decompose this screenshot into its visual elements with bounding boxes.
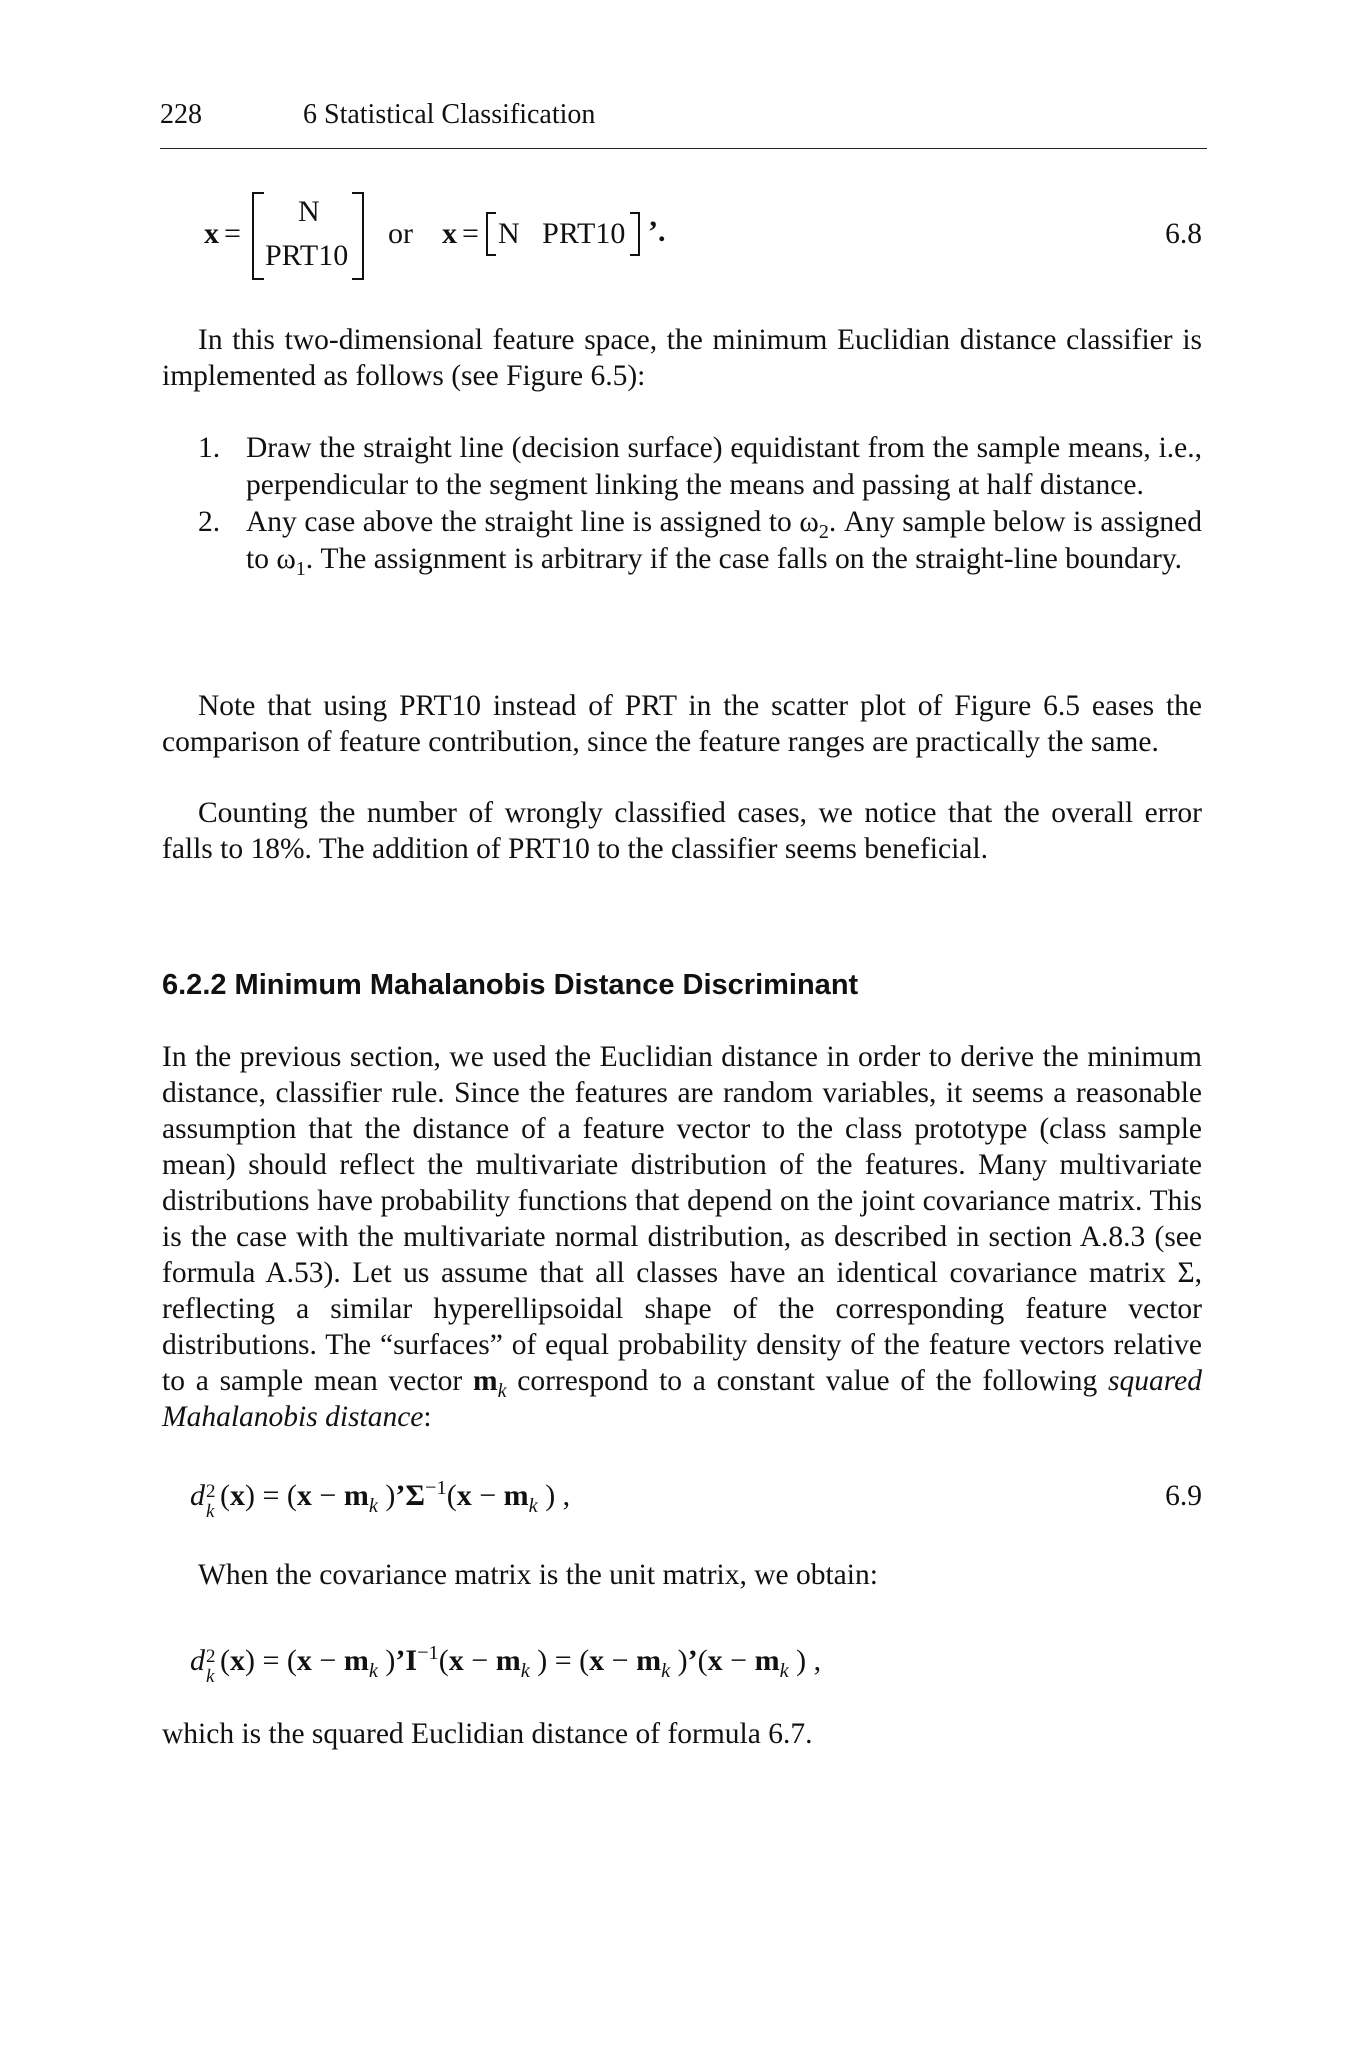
eq-6-8-row-right-bracket [630,212,640,256]
eq-6-8-row-left-bracket [486,212,496,256]
eq-6-8-col-top: N [298,195,320,228]
paragraph-unit-matrix: When the covariance matrix is the unit matrix, we obtain: [198,1559,878,1591]
list-item [162,504,1202,578]
paragraph-note: Note that using PRT10 instead of PRT in the scatter plot of Figure 6.5 eases the comparison of feature contribution, since the feature ranges are practically the same. [162,690,1202,758]
eq-6-8-equals-2: = [462,217,479,250]
eq-6-8-left-bracket [252,192,264,280]
paragraph-text: : [423,1401,432,1433]
mean-vector-symbol: m [473,1365,498,1397]
header-rule [160,148,1207,149]
page-number: 228 [160,99,202,130]
list-item-sub-b: 1 [295,557,306,580]
eq-6-8-right-bracket [352,192,364,280]
paragraph-mahalanobis [162,1039,1202,1435]
italic-term: squared Mahalanobis distance [162,1365,1202,1433]
paragraph-intro: In this two-dimensional feature space, the minimum Euclidian distance classifier is implemented as follows (see Figure 6.5): [162,324,1202,392]
section-heading: 6.2.2 Minimum Mahalanobis Distance Discriminant [162,969,859,1001]
eq-6-8-or: or [388,217,413,250]
eq-6-8-transpose: ’. [648,215,666,248]
equation-unit-matrix: d 2 k $(x) = (x - m_k$ )$’I^{-1}(x - m_k$ ) = ($x - m_k$ )’(x − $m_k$ ) , [190,1642,822,1688]
list-item [162,430,1202,504]
list-item-text: Draw the straight line (decision surface) equidistant from the sample means, i.e., perpendicular to the segment linking the means and passing at half distance. [246,432,1202,501]
eq-6-8-number: 6.8 [1165,218,1202,250]
paragraph-conclusion: which is the squared Euclidian distance of formula 6.7. [162,1718,813,1750]
list-item-number: 2. [198,506,221,538]
paragraph-counting: Counting the number of wrongly classified cases, we notice that the overall error falls to 18%. The addition of PRT10 to the classifier seems beneficial. [162,797,1202,865]
eq-6-8-equals: = [224,217,241,250]
list-item-sub-a: 2 [818,520,829,543]
procedure-list [162,430,1202,578]
list-item-text-b: . Any sample below is assigned to ω [246,506,1202,575]
paragraph-text: In the previous section, we used the Euclidian distance in order to derive the minimum distance, classifier rule. Since the features are random variables, it seems a reasonable assumption that the distance of a feature vector to the class prototype (class sample mean) should reflect the multivariate distribution of the features. Many multivariate distributions have probability functions that depend on the joint covariance matrix. This is the case with the multivariate normal distribution, as described in section A.8.3 (see formula A.53). Let us assume that all classes have an identical covariance matrix Σ, reflecting a similar hyperellipsoidal shape of the corresponding feature vector distributions. The “surfaces” of equal probability density of the feature vectors relative to a sample mean vector [162,1041,1202,1397]
eq-6-9-number: 6.9 [1165,1480,1202,1512]
chapter-title: 6 Statistical Classification [303,99,596,130]
paragraph-text: correspond to a constant value of the following [506,1365,1109,1397]
list-item-number: 1. [198,432,221,464]
eq-6-8-row-content: N PRT10 [498,217,626,250]
equation-6-9: d 2 k $(x) = (x - m_k$ )$’\Sigma^{-1}(x - m_k$ ) , [190,1477,571,1523]
list-item-text-c: . The assignment is arbitrary if the case falls on the straight-line boundary. [305,543,1183,575]
eq-6-8-col-bottom: PRT10 [265,239,349,272]
mean-vector-subscript: k [497,1379,507,1402]
eq-6-8-lhs: x [204,217,219,250]
eq-6-8-lhs-2: x [442,217,457,250]
list-item-text-a: Any case above the straight line is assigned to ω [246,506,819,538]
